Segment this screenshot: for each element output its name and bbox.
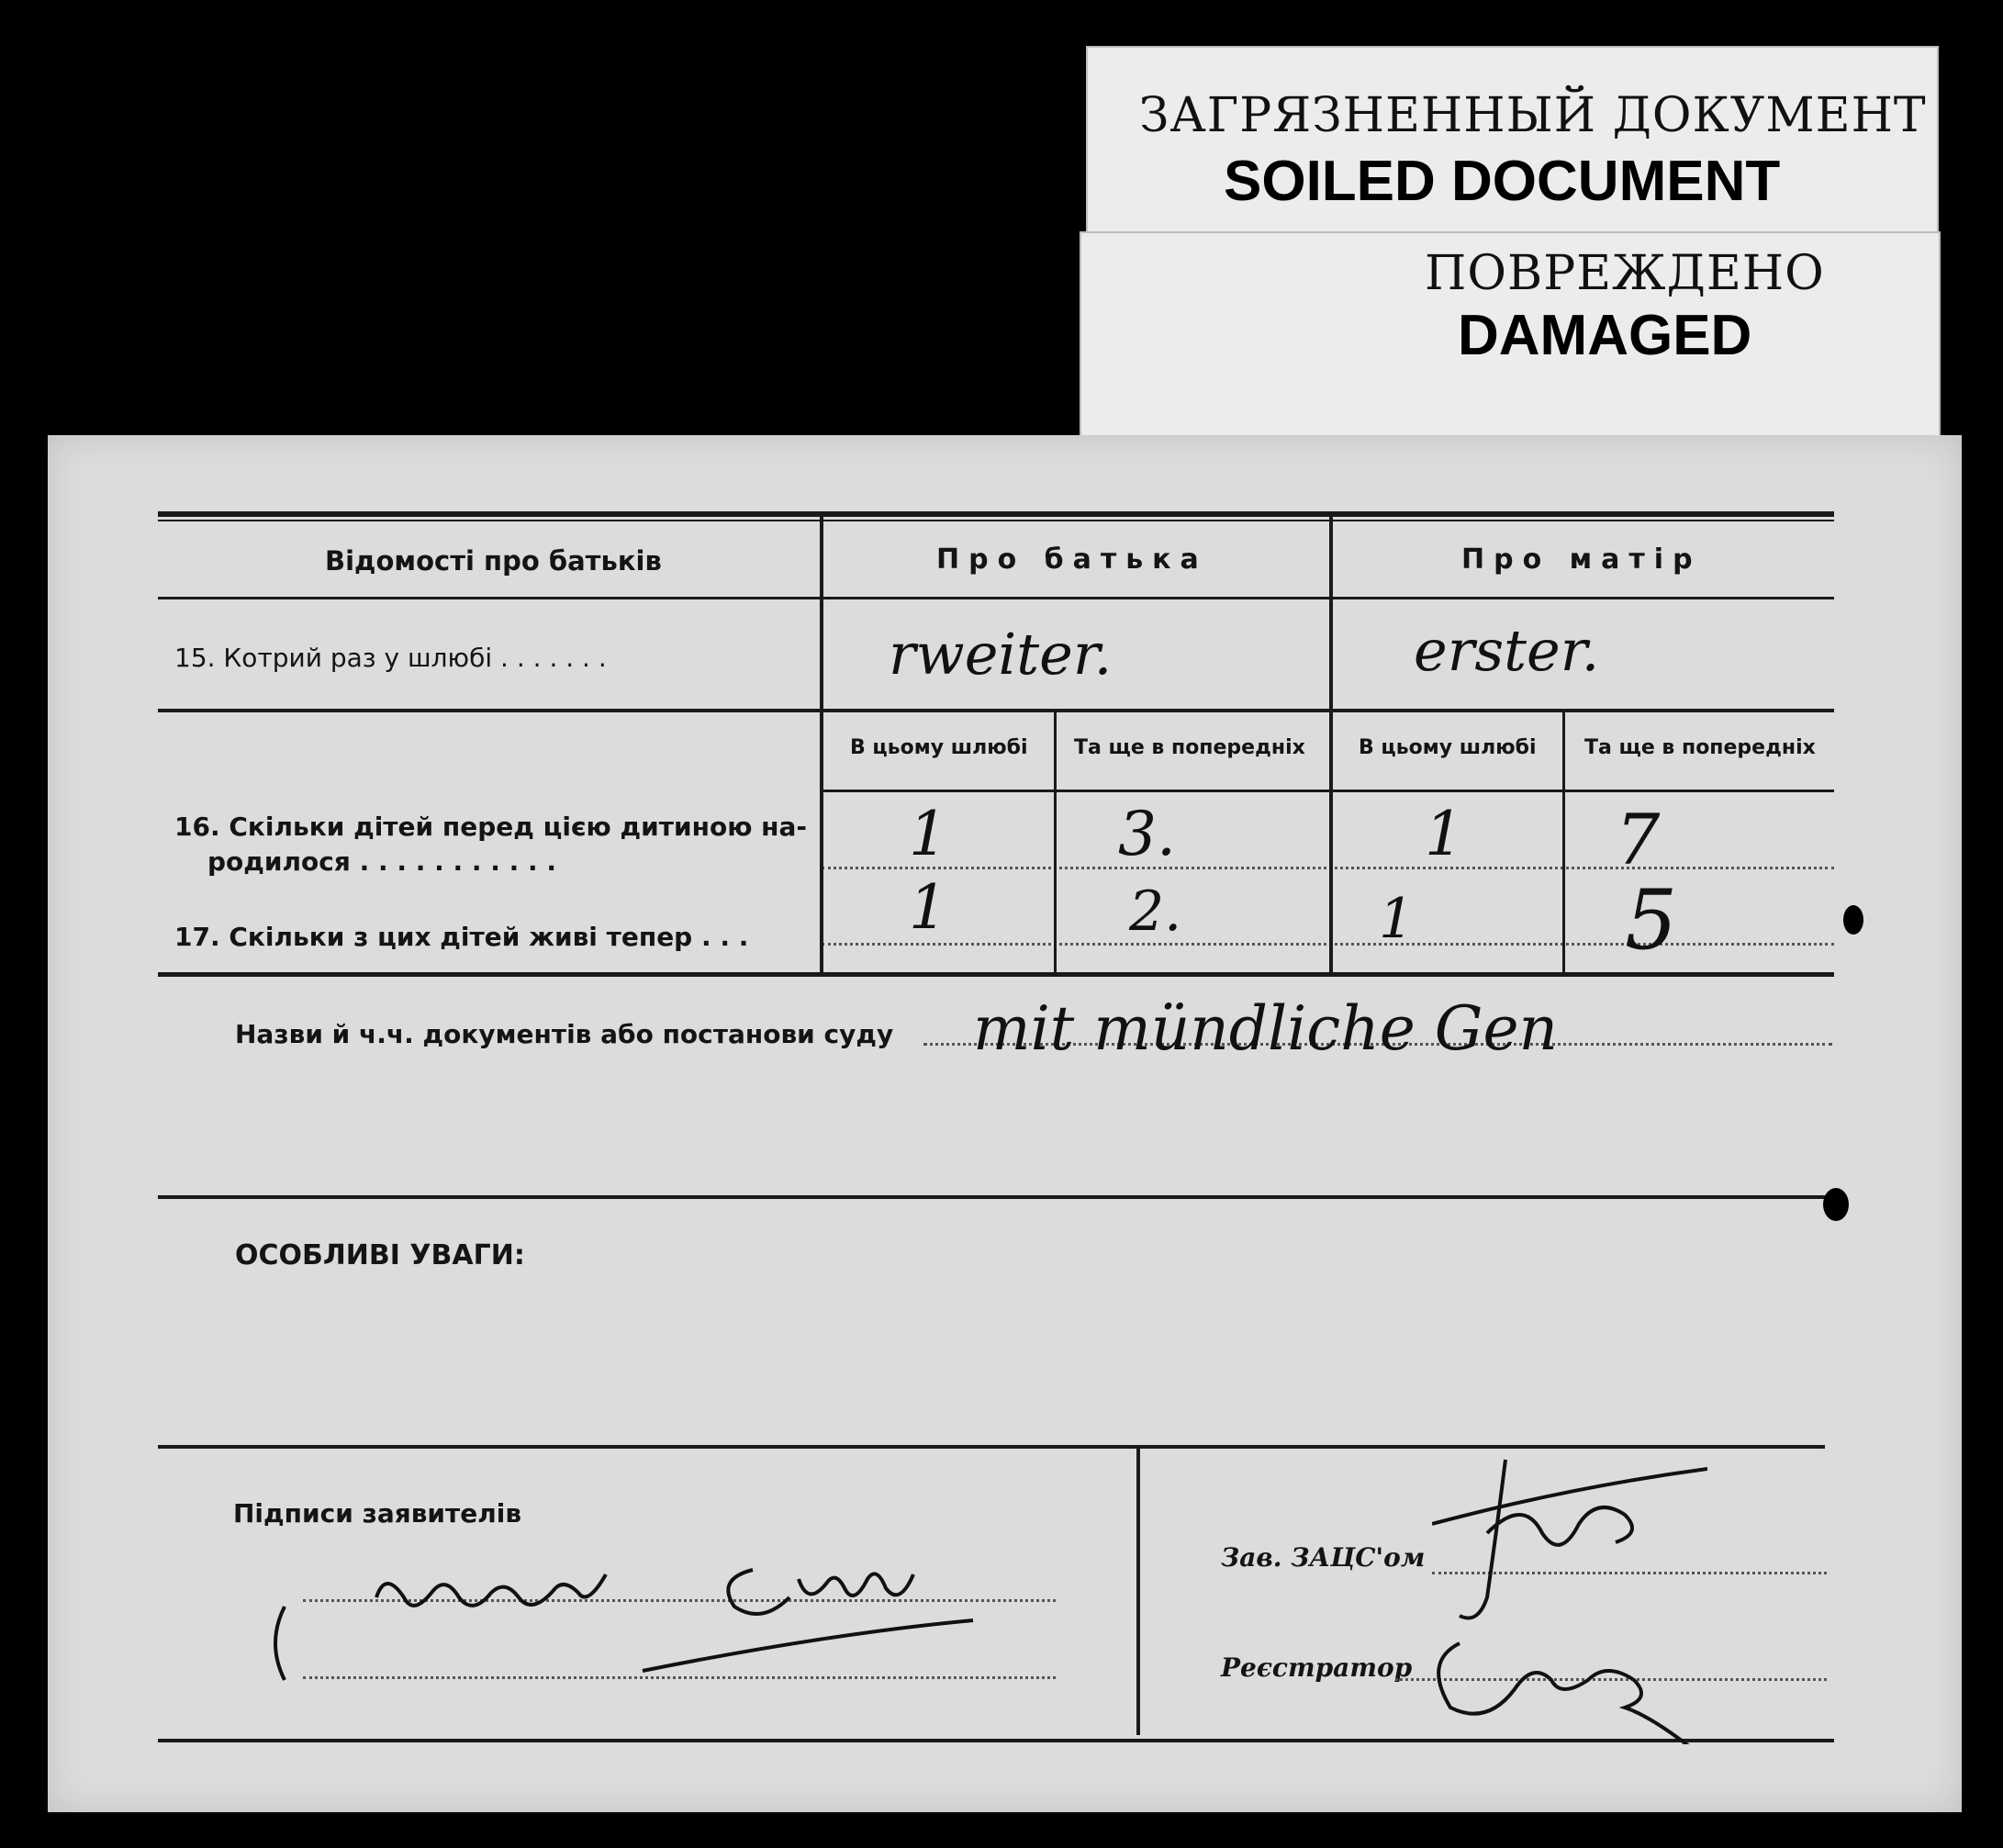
soiled-en-text: SOILED DOCUMENT [1224,150,1781,213]
damaged-tag [1080,231,1941,446]
row15-mother: erster. [1414,617,1600,684]
punch-hole [1843,905,1863,935]
punch-hole [1823,1188,1849,1221]
row16-father-this: 1 [909,799,947,869]
header-father: Про батька [936,543,1208,576]
head-label: Зав. ЗАЦС'ом [1221,1542,1426,1573]
subheader-father-prev: Та ще в попередніх [1074,736,1305,759]
registrar-signature [1423,1616,1717,1744]
row16-label-2: родилося . . . . . . . . . . . [207,846,557,877]
soiled-document-tag [1086,46,1939,247]
registrar-label: Реєстратор [1221,1652,1413,1683]
dotted-row17 [822,943,1834,946]
rule-header-bottom [158,597,1834,599]
rule-remarks-bottom [158,1445,1825,1449]
row16-mother-this: 1 [1425,799,1463,869]
header-mother: Про матір [1461,543,1702,576]
subheader-father-this: В цьому шлюбі [850,736,1028,759]
header-info: Відомості про батьків [325,545,662,577]
rule-top [158,511,1834,517]
soiled-ru-text: ЗАГРЯЗНЕННЫЙ ДОКУМЕНТ [1139,88,1927,143]
row17-mother-prev: 5 [1625,872,1678,969]
head-signature [1432,1450,1707,1625]
damaged-ru-text: ПОВРЕЖДЕНО [1425,246,1825,301]
applicants-label: Підписи заявителів [233,1498,522,1529]
dotted-row16 [822,867,1834,869]
vline-info [820,517,823,974]
row16-mother-prev: 7 [1616,799,1661,880]
row15-father: rweiter. [889,621,1113,688]
damaged-en-text: DAMAGED [1458,304,1752,367]
vline-father-sub [1054,712,1057,974]
vline-mother [1329,517,1333,974]
subheader-mother-this: В цьому шлюбі [1359,736,1537,759]
documents-value: mit mündliche Gen [973,993,1559,1064]
row16-label-1: 16. Скільки дітей перед цією дитиною на- [174,812,808,842]
row17-father-prev: 2. [1129,879,1182,944]
row17-label: 17. Скільки з цих дітей живі тепер . . . [174,922,749,952]
subheader-mother-prev: Та ще в попередніх [1584,736,1816,759]
applicant-signature [266,1542,1074,1689]
rule-documents-bottom [158,1195,1834,1199]
rule-row15-bottom [158,709,1834,712]
row17-father-this: 1 [909,872,947,943]
rule-top-2 [158,520,1834,521]
rule-subheader-bottom [822,790,1834,792]
vline-mother-sub [1562,712,1565,974]
remarks-label: ОСОБЛИВІ УВАГИ: [235,1239,525,1271]
vline-signatures [1136,1449,1140,1735]
row16-father-prev: 3. [1118,799,1176,869]
row17-mother-this: 1 [1379,887,1415,951]
rule-table-bottom [158,972,1834,977]
documents-label: Назви й ч.ч. документів або постанови суду [235,1019,894,1049]
row15-label: 15. Котрий раз у шлюбі . . . . . . . [174,643,607,673]
